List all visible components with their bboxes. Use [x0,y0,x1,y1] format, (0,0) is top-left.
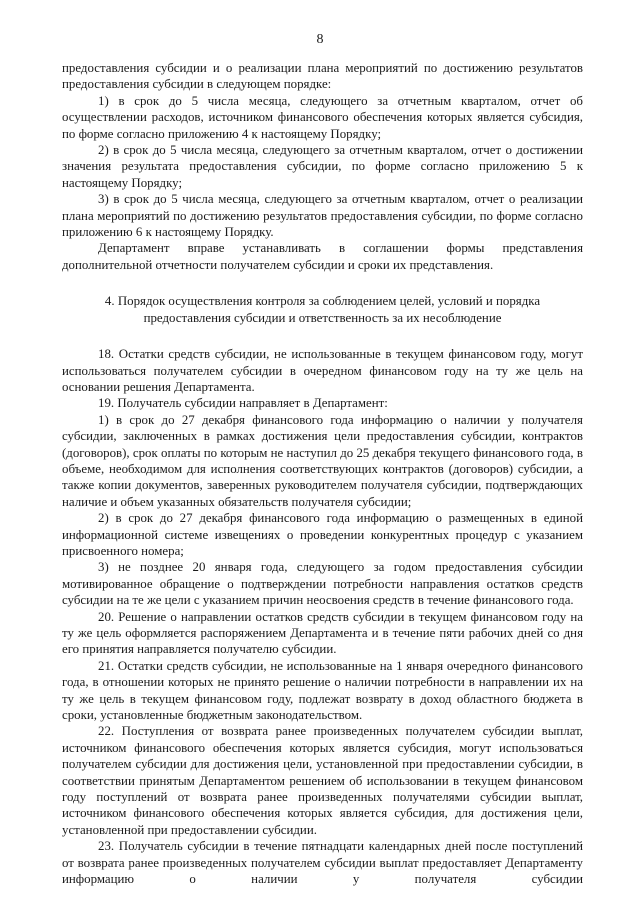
paragraph-19-item-3: 3) не позднее 20 января года, следующего за годом предоставления субсидии мотивированное обращение о подтверждении потребности направления остатков средств субсидии на те же цели с указанием причин неосвоения средств в течение финансового года. [62,560,583,608]
paragraph-18: 18. Остатки средств субсидии, не использованные в текущем финансовом году, могут использоваться получателем субсидии в очередном финансовом году на ту же цель на основании решения Департамента. [62,347,583,394]
paragraph-item-1: 1) в срок до 5 числа месяца, следующего за отчетным кварталом, отчет об осуществлении расходов, источником финансового обеспечения которых является субсидия, по форме согласно приложению 4 к настоящему Порядку; [62,93,583,141]
paragraph-19: 19. Получатель субсидии направляет в Департамент: [98,396,388,411]
document-body [62,60,583,888]
paragraph-continuation: предоставления субсидии и о реализации плана мероприятий по достижению результатов предоставления субсидии в следующем порядке: [62,61,583,92]
page-number: 8 [316,32,324,47]
paragraph-19-item-1: 1) в срок до 27 декабря финансового года информацию о наличии у получателя субсидии, заключенных в рамках достижения цели предоставления субсидии, контрактов (договоров), срок оплаты по которым не наступил до 25 декабря текущего финансового года, в объеме, необходимом для исполнения соответствующих контрактов (договоров) субсидии, а также копии документов, заверенных руководителем получателя субсидии, подтверждающих наличие и объем указанных обязательств получателя субсидии; [62,412,583,509]
paragraph-item-3: 3) в срок до 5 числа месяца, следующего за отчетным кварталом, отчет о реализации плана мероприятий по достижению результатов предоставления субсидии, по форме согласно приложению 6 к настоящему Порядку. [62,192,583,240]
section-heading-line-2: предоставления субсидии и ответственность за их несоблюдение [143,310,502,325]
paragraph-item-2: 2) в срок до 5 числа месяца, следующего за отчетным кварталом, отчет о достижении значения результата предоставления субсидии, по форме согласно приложению 5 к настоящему Порядку; [62,143,583,190]
paragraph-21: 21. Остатки средств субсидии, не использованные на 1 января очередного финансового года, в отношении которых не принято решение о наличии потребности в направлении их на ту же цель в текущем финансовом году, подлежат возврату в доход областного бюджета в сроки, установленные бюджетным законодательством. [62,658,583,723]
paragraph-23: 23. Получатель субсидии в течение пятнадцати календарных дней после поступлений от возврата ранее произведенных получателем субсидии выплат предоставляет Департаменту информацию о наличии у получателя субсидии [62,839,583,887]
section-heading [62,293,583,326]
paragraph-22: 22. Поступления от возврата ранее произведенных получателем субсидии выплат, источником финансового обеспечения которых является субсидия, могут использоваться получателем субсидии для достижения цели, установленной при предоставлении субсидии, в соответствии принятым Департаментом решением об использовании в текущем финансовом году поступлений от возврата ранее произведенных получателями субсидии выплат, источником финансового обеспечения которых является субсидия, для достижения цели, установленной при предоставлении субсидии. [62,724,583,837]
section-heading-line-1: 4. Порядок осуществления контроля за соблюдением целей, условий и порядка [104,294,541,309]
paragraph-20: 20. Решение о направлении остатков средств субсидии в текущем финансовом году на ту же цель оформляется распоряжением Департамента и в течение пяти рабочих дней со дня его принятия направляется получателю субсидии. [62,609,583,657]
paragraph-19-item-2: 2) в срок до 27 декабря финансового года информацию о размещенных в единой информационной системе извещениях о проведении конкурентных процедур с указанием присвоенного номера; [62,511,583,558]
paragraph-department-rights: Департамент вправе устанавливать в соглашении формы представления дополнительной отчетности получателем субсидии и сроки их представления. [62,241,583,272]
